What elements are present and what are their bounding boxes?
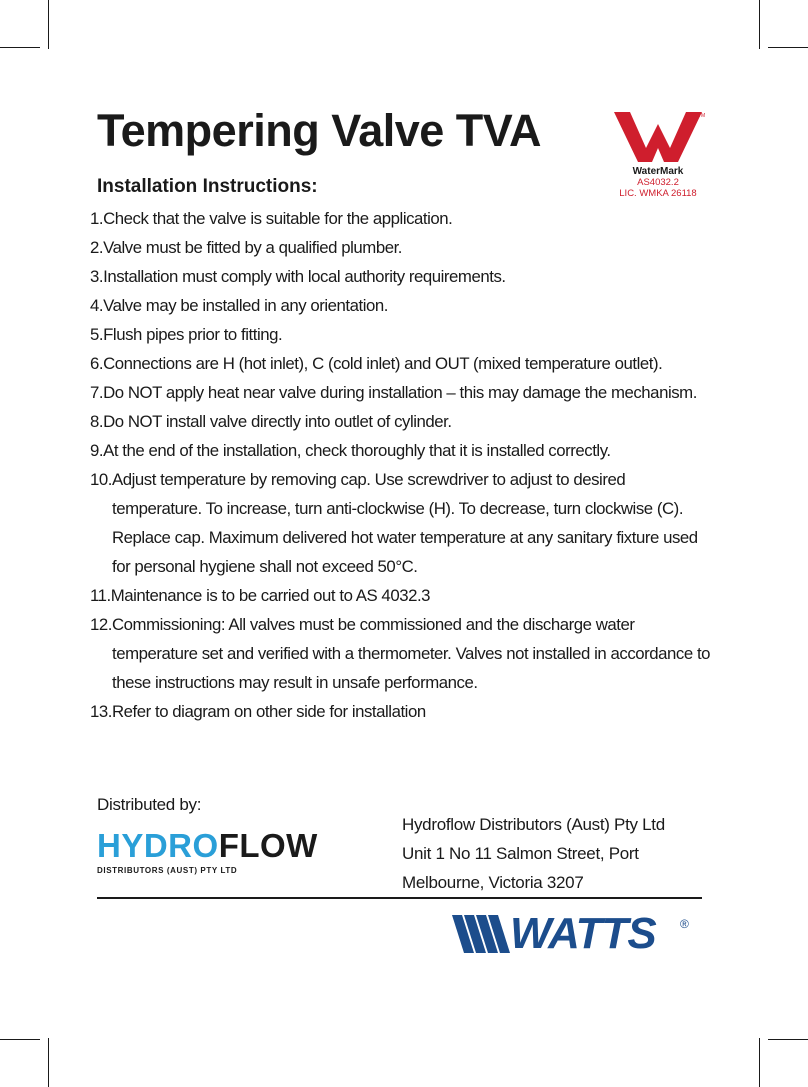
distributor-address bbox=[402, 810, 665, 897]
registered-mark: ® bbox=[680, 917, 689, 931]
watermark-logo bbox=[602, 108, 714, 206]
step-number: 13. bbox=[90, 702, 112, 721]
list-item bbox=[90, 436, 718, 465]
step-text: Adjust temperature by removing cap. Use screwdriver to adjust to desired temperature. To increase, turn anti-clockwise (H). To decrease, turn clockwise (C). Replace cap. Maximum delivered hot water temperature at any sanitary fixture used for personal hygiene shall not exceed 50°C. bbox=[111, 470, 698, 576]
address-line: Hydroflow Distributors (Aust) Pty Ltd bbox=[402, 815, 665, 834]
crop-mark bbox=[759, 1038, 760, 1087]
list-item bbox=[90, 378, 718, 407]
step-text: Refer to diagram on other side for installation bbox=[111, 702, 426, 721]
installation-heading: Installation Instructions: bbox=[97, 176, 318, 197]
hydroflow-logo-part1: HYDRO bbox=[97, 827, 219, 864]
step-text: Maintenance is to be carried out to AS 4032.3 bbox=[110, 586, 431, 605]
svg-text:TM: TM bbox=[698, 113, 706, 119]
page-title: Tempering Valve TVA bbox=[97, 105, 541, 156]
crop-mark bbox=[48, 0, 49, 49]
crop-mark bbox=[48, 1038, 49, 1087]
step-text: At the end of the installation, check thoroughly that it is installed correctly. bbox=[103, 441, 611, 460]
step-text: Commissioning: All valves must be commissioned and the discharge water temperature set and verified with a thermometer. Valves not installed in accordance to these instructions may result in unsafe performance. bbox=[111, 615, 711, 692]
divider bbox=[97, 897, 702, 899]
step-number: 4. bbox=[90, 296, 104, 315]
hydroflow-logo bbox=[97, 828, 318, 875]
hydroflow-logo-subtitle: DISTRIBUTORS (AUST) PTY LTD bbox=[97, 866, 238, 875]
list-item bbox=[90, 320, 718, 349]
list-item bbox=[90, 291, 718, 320]
step-number: 5. bbox=[90, 325, 104, 344]
step-number: 2. bbox=[90, 238, 104, 257]
step-text: Valve must be fitted by a qualified plumber. bbox=[103, 238, 403, 257]
step-text: Do NOT apply heat near valve during installation – this may damage the mechanism. bbox=[103, 383, 697, 402]
step-number: 7. bbox=[90, 383, 104, 402]
step-number: 9. bbox=[90, 441, 104, 460]
step-number: 12. bbox=[90, 615, 112, 634]
step-number: 3. bbox=[90, 267, 104, 286]
watermark-w-icon bbox=[612, 108, 704, 164]
hydroflow-logo-part2: FLOW bbox=[218, 827, 318, 864]
crop-mark bbox=[768, 47, 808, 48]
list-item bbox=[90, 349, 718, 378]
step-number: 6. bbox=[90, 354, 104, 373]
step-text: Valve may be installed in any orientation. bbox=[103, 296, 389, 315]
watermark-licence: LIC. WMKA 26118 bbox=[619, 188, 697, 199]
list-item bbox=[90, 465, 718, 581]
list-item bbox=[90, 204, 718, 233]
step-number: 11. bbox=[90, 586, 111, 605]
step-text: Check that the valve is suitable for the application. bbox=[103, 209, 453, 228]
step-text: Installation must comply with local authority requirements. bbox=[103, 267, 506, 286]
watermark-brand: WaterMark bbox=[632, 166, 684, 177]
crop-mark bbox=[768, 1039, 808, 1040]
step-text: Connections are H (hot inlet), C (cold inlet) and OUT (mixed temperature outlet). bbox=[103, 354, 663, 373]
list-item bbox=[90, 610, 718, 697]
step-text: Flush pipes prior to fitting. bbox=[103, 325, 283, 344]
crop-mark bbox=[0, 47, 40, 48]
step-number: 10. bbox=[90, 470, 112, 489]
address-line: Melbourne, Victoria 3207 bbox=[402, 873, 584, 892]
watermark-standard: AS4032.2 bbox=[637, 177, 679, 188]
watts-wordmark: WATTS bbox=[510, 909, 656, 958]
crop-mark bbox=[759, 0, 760, 49]
list-item bbox=[90, 581, 718, 610]
step-text: Do NOT install valve directly into outlet of cylinder. bbox=[103, 412, 452, 431]
list-item bbox=[90, 697, 718, 726]
list-item bbox=[90, 262, 718, 291]
list-item bbox=[90, 407, 718, 436]
list-item bbox=[90, 233, 718, 262]
distributed-by-label: Distributed by: bbox=[97, 795, 202, 814]
crop-mark bbox=[0, 1039, 40, 1040]
watts-logo bbox=[452, 911, 692, 957]
address-line: Unit 1 No 11 Salmon Street, Port bbox=[402, 844, 639, 863]
watts-stripes-icon bbox=[452, 911, 514, 957]
step-number: 1. bbox=[90, 209, 104, 228]
instruction-list bbox=[90, 204, 718, 726]
step-number: 8. bbox=[90, 412, 104, 431]
